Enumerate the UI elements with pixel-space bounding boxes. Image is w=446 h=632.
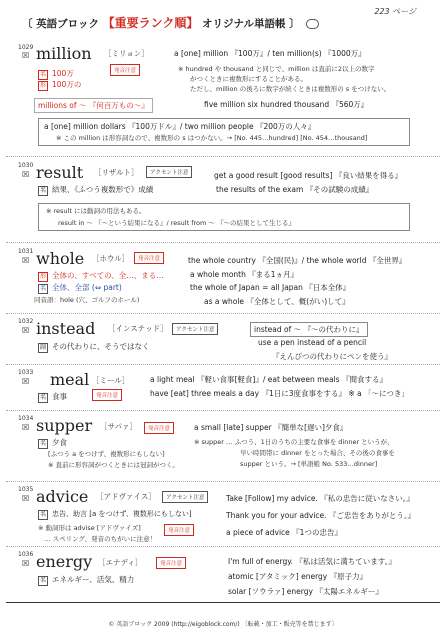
pronunciation-badge: 発音注意 xyxy=(156,557,186,569)
example: solar [ソウラァ] energy 『太陽エネルギー』 xyxy=(228,587,383,596)
checkbox-icon[interactable]: ☒ xyxy=(22,377,30,386)
example: the whole country 『全国(民)』/ the whole world 『全世界』 xyxy=(188,256,407,265)
checkbox-icon[interactable]: ☒ xyxy=(22,326,30,335)
example: a small [late] supper 『簡単な[遅い]夕食』 xyxy=(194,423,348,432)
page-number: 223 ページ xyxy=(374,7,416,16)
example: a [one] million dollars 『100万ドル』/ two million people 『200万の人々』 xyxy=(44,122,316,131)
divider xyxy=(6,313,440,314)
headword: supper xyxy=(36,416,93,435)
checkbox-icon[interactable]: ☒ xyxy=(22,494,30,503)
divider xyxy=(6,156,440,157)
note: がつくときに複数形にすることがある。 xyxy=(190,75,307,83)
meaning: 形 全体の、すべての、全…、まる… xyxy=(40,271,164,280)
meaning: 名 忠告、助言 [a をつけず、複数形にもしない] xyxy=(40,510,192,518)
headword: meal xyxy=(50,370,90,389)
meaning: 形 100万の xyxy=(40,80,82,89)
pos-tag: 形 xyxy=(40,82,47,89)
header-suffix: オリジナル単語帳 〕 xyxy=(202,18,300,30)
note: ただし、million の後ろに数字が続くときは複数形の s をつけない。 xyxy=(190,85,391,93)
checkbox-icon[interactable]: ☒ xyxy=(22,170,30,179)
pos-tag: 名 xyxy=(40,577,47,584)
entry-number: 1033 xyxy=(18,369,34,376)
reading: ［ミール］ xyxy=(92,376,130,385)
reading: ［アドヴァイス］ xyxy=(96,492,156,501)
emblem-icon xyxy=(306,19,319,29)
entry-number: 1032 xyxy=(18,318,34,325)
headword: advice xyxy=(36,487,89,506)
meaning: 名 夕食 xyxy=(40,438,68,447)
note: 早い時間帯に dinner をとった場合、その後の食事を xyxy=(240,449,395,457)
example: as a whole 『全体として、概(がい)して』 xyxy=(204,297,350,306)
example: five million six hundred thousand 『560万』 xyxy=(204,100,369,109)
sub-phrase: millions of ～ 『何百万もの～』 xyxy=(34,98,153,113)
divider xyxy=(6,364,440,365)
checkbox-icon[interactable]: ☒ xyxy=(22,559,30,568)
pos-tag: 名 xyxy=(40,285,47,292)
footer: © 英語ブロック 2009 (http://eigoblock.com/) 〔転載・加工・販売等を禁じます〕 xyxy=(108,621,338,628)
checkbox-icon[interactable]: ☒ xyxy=(22,51,30,60)
accent-badge: アクセント注意 xyxy=(146,166,192,178)
headword: result xyxy=(36,163,84,182)
note: [ふつう a をつけず、複数形にもしない] xyxy=(48,450,165,458)
divider xyxy=(6,242,440,243)
divider xyxy=(6,410,440,411)
meaning: 名 全体、全部 (⇔ part) xyxy=(40,283,122,292)
example: a piece of advice 『1つの忠告』 xyxy=(226,528,342,537)
checkbox-icon[interactable]: ☒ xyxy=(22,423,30,432)
example: I'm full of energy. 『私は活気に満ちています。』 xyxy=(228,557,396,566)
meaning: 名 100万 xyxy=(40,69,74,78)
reading: ［インステッド］ xyxy=(108,324,168,333)
headword: instead xyxy=(36,319,96,338)
meaning: 名 エネルギー、活気、精力 xyxy=(40,575,135,584)
entry-number: 1034 xyxy=(18,415,34,422)
example: Thank you for your advice. 『ご忠告をありがとう。』 xyxy=(226,511,416,520)
headword: energy xyxy=(36,552,93,571)
pos-tag: 名 xyxy=(40,394,47,401)
note: result in ～ 『～という結果になる』/ result from ～ 『～の結果として生じる』 xyxy=(58,219,295,227)
reading: ［リザルト］ xyxy=(94,168,139,177)
headword: whole xyxy=(36,249,85,268)
note: ※ 動詞形は advise [アドヴァイズ] xyxy=(38,524,141,532)
homophone: 同音語：hole (穴、ゴルフのホール) xyxy=(34,296,140,304)
example: instead of ～ 『～の代わりに』 xyxy=(250,322,368,337)
pronunciation-badge: 発音注意 xyxy=(144,422,174,434)
example: get a good result [good results] 『良い結果を得る』 xyxy=(214,171,403,180)
note: ※ result には動詞の用法もある。 xyxy=(46,207,146,215)
page-header xyxy=(22,14,319,31)
pronunciation-badge: 発音注意 xyxy=(92,389,122,401)
headword: million xyxy=(36,44,92,63)
accent-badge: アクセント注意 xyxy=(162,491,208,503)
example: a whole month 『まる1ヵ月』 xyxy=(190,270,299,279)
checkbox-icon[interactable]: ☒ xyxy=(22,256,30,265)
pos-tag: 副 xyxy=(40,344,47,351)
reading: ［エナディ］ xyxy=(98,558,143,567)
pos-tag: 名 xyxy=(40,511,47,518)
entry-number: 1031 xyxy=(18,248,34,255)
entry-number: 1035 xyxy=(18,486,34,493)
pos-tag: 名 xyxy=(40,71,47,78)
note: ※ この million は形容詞なので、複数形の s はつかない。→ [No. 445…hundred] [No. 454…thousand] xyxy=(56,134,368,142)
note: supper という。→ [単語帳 No. 533…dinner] xyxy=(240,460,378,468)
pronunciation-badge: 発音注意 xyxy=(164,524,194,536)
meaning: 副 その代わりに、そうではなく xyxy=(40,342,150,351)
pos-tag: 名 xyxy=(40,440,47,447)
example: the results of the exam 『その試験の成績』 xyxy=(216,185,374,194)
pos-tag: 形 xyxy=(40,273,47,280)
meaning: 名 結果、《ふつう複数形で》成績 xyxy=(40,185,154,194)
pronunciation-badge: 発音注意 xyxy=(110,64,140,76)
note: ※ supper … ふつう、1日のうちの主要な食事を dinner というが、 xyxy=(194,438,394,446)
example: Take [Follow] my advice. 『私の忠告に従いなさい。』 xyxy=(226,494,415,503)
example: a light meal 『軽い食事[軽食]』/ eat between meals 『間食する』 xyxy=(150,375,387,384)
entry-number: 1030 xyxy=(18,162,34,169)
reading: ［ホウル］ xyxy=(92,254,130,263)
example: atomic [アタミック] energy 『原子力』 xyxy=(228,572,368,581)
note: ※ hundred や thousand と同じで、million は直前に2以上の数字 xyxy=(178,65,375,73)
note: ※ 直前に形容詞がつくときには冠詞がつく。 xyxy=(48,461,179,469)
divider xyxy=(6,546,440,547)
header-main: 【重要ランク順】 xyxy=(102,16,199,30)
divider xyxy=(6,481,440,482)
pos-tag: 名 xyxy=(40,187,47,194)
note: … スペリング、発音のちがいに注意！ xyxy=(44,535,157,543)
entry-number: 1029 xyxy=(18,44,34,51)
example: 『えんぴつの代わりにペンを使う』 xyxy=(272,352,392,361)
entry-number: 1036 xyxy=(18,551,34,558)
meaning: 名 食事 xyxy=(40,392,68,401)
example: have [eat] three meals a day 『1日に3度食事をする』 ※ a 「～につき」 xyxy=(150,389,409,398)
example: use a pen instead of a pencil xyxy=(258,338,367,347)
pronunciation-badge: 発音注意 xyxy=(134,252,164,264)
reading: ［ミリョン］ xyxy=(104,49,149,58)
reading: ［サパァ］ xyxy=(100,422,138,431)
footer-rule xyxy=(6,602,440,603)
header-prefix: 〔 英語ブロック xyxy=(22,18,99,30)
example: the whole of Japan = all Japan 『日本全体』 xyxy=(190,283,351,292)
accent-badge: アクセント注意 xyxy=(172,323,218,335)
example: a [one] million 『100万』/ ten million(s) 『1000万』 xyxy=(174,49,366,58)
